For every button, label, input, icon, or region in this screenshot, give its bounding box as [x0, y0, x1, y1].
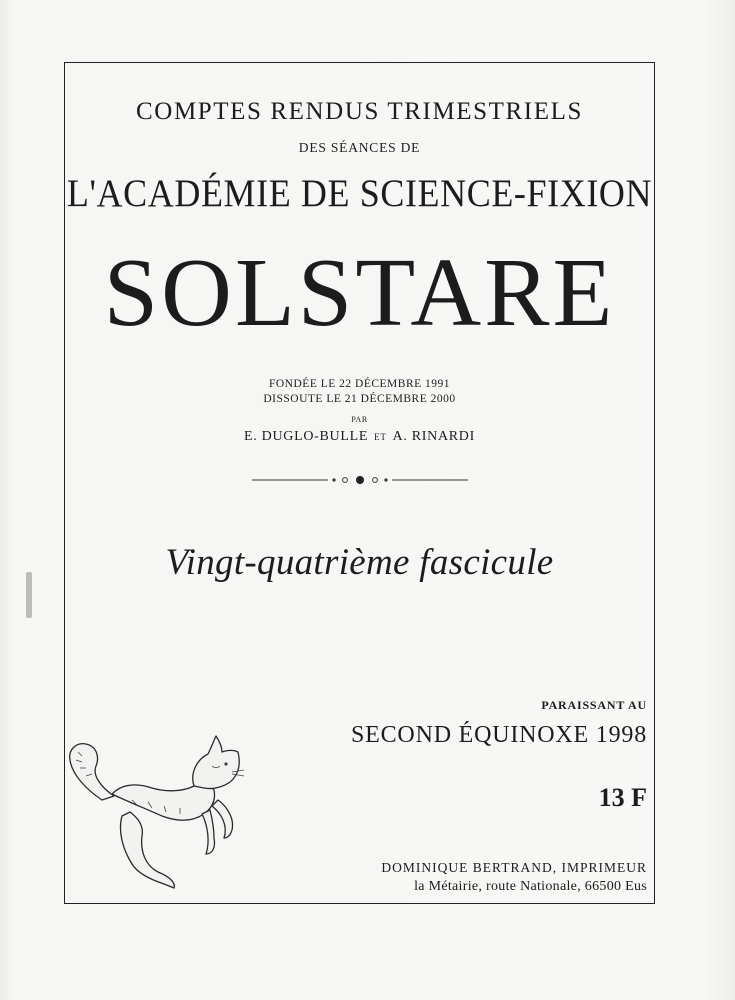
author-1: E. DUGLO-BULLE — [244, 429, 369, 444]
price: 13 F — [598, 783, 647, 812]
printer-address: la Métairie, route Nationale, 66500 Eus — [414, 879, 647, 894]
journal-title: SOLSTARE — [103, 239, 616, 347]
paper-mark — [26, 572, 32, 618]
issue-title: Vingt-quatrième fascicule — [165, 542, 554, 583]
cat-drawing-icon — [62, 730, 272, 900]
author-2: A. RINARDI — [392, 429, 475, 444]
founded-date: FONDÉE LE 22 DÉCEMBRE 1991 — [268, 378, 451, 390]
and-label: ET — [374, 432, 387, 442]
printer-name: DOMINIQUE BERTRAND, IMPRIMEUR — [381, 860, 647, 875]
header-line-3: L'ACADÉMIE DE SCIENCE-FIXION — [66, 171, 653, 215]
ornament-divider — [250, 470, 470, 490]
header-line-2: DES SÉANCES DE — [298, 140, 421, 155]
dissolved-date: DISSOUTE LE 21 DÉCEMBRE 2000 — [263, 393, 456, 405]
publication-date: SECOND ÉQUINOXE 1998 — [351, 722, 647, 748]
publication-label: PARAISSANT AU — [541, 698, 647, 712]
header-line-1: COMPTES RENDUS TRIMESTRIELS — [136, 98, 583, 125]
by-label: PAR — [351, 415, 368, 424]
authors-line — [64, 429, 655, 445]
